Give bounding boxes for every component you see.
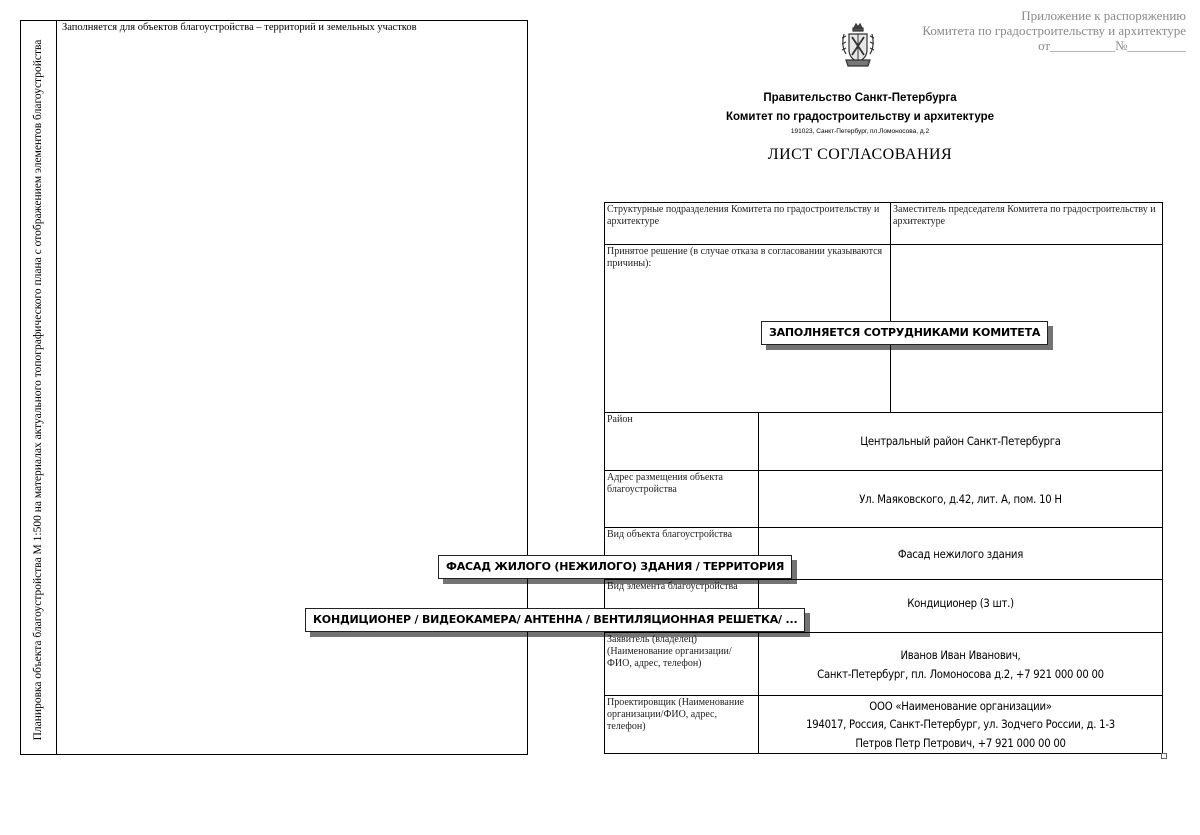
table-line — [604, 753, 1163, 754]
table-line — [604, 202, 605, 754]
designer-value-address: 194017, Россия, Санкт-Петербург, ул. Зодчего России, д. 1-3 — [806, 717, 1115, 731]
table-line — [604, 695, 1163, 696]
dept-header: Структурные подразделения Комитета по градостроительству и архитектуре — [607, 204, 880, 227]
appendix-note — [922, 8, 1186, 53]
designer-value-contact: Петров Петр Петрович, +7 921 000 00 00 — [855, 736, 1066, 750]
left-sheet-header: Заполняется для объектов благоустройства – территорий и земельных участков — [62, 22, 417, 33]
designer-label: Проектировщик (Наименование организации/ФИО, адрес, телефон) — [607, 697, 744, 732]
facade-callout: ФАСАД ЖИЛОГО (НЕЖИЛОГО) ЗДАНИЯ / ТЕРРИТОРИЯ — [438, 555, 792, 579]
district-label: Район — [607, 414, 633, 425]
object-type-label: Вид объекта благоустройства — [607, 529, 733, 540]
designer-value-org: ООО «Наименование организации» — [869, 699, 1052, 713]
table-line — [604, 202, 1163, 203]
table-line — [604, 632, 1163, 633]
deputy-header: Заместитель председателя Комитета по градостроительству и архитектуре — [893, 204, 1156, 227]
table-line — [604, 244, 1163, 245]
table-line — [604, 579, 1163, 580]
committee-callout: ЗАПОЛНЯЕТСЯ СОТРУДНИКАМИ КОМИТЕТА — [761, 321, 1048, 345]
table-line — [604, 527, 1163, 528]
element-type-value: Кондиционер (3 шт.) — [907, 596, 1014, 610]
sheet-title: ЛИСТ СОГЛАСОВАНИЯ — [767, 146, 953, 163]
address-label: Адрес размещения объекта благоустройства — [607, 472, 723, 495]
plan-vertical-caption: Планировка объекта благоустройства М 1:500 на материалах актуального топографического плана с отображением элементов благоустройства — [32, 39, 44, 741]
org-government: Правительство Санкт-Петербурга — [763, 92, 957, 104]
left-sheet-frame — [20, 20, 528, 755]
address-value: Ул. Маяковского, д.42, лит. А, пом. 10 Н — [859, 492, 1062, 506]
left-sheet-divider — [56, 20, 57, 755]
table-line — [604, 412, 1163, 413]
coat-of-arms-icon — [838, 22, 878, 68]
org-committee: Комитет по градостроительству и архитектуре — [725, 111, 995, 123]
applicant-value-name: Иванов Иван Иванович, — [900, 648, 1021, 662]
decision-label: Принятое решение (в случае отказа в согласовании указываются причины): — [607, 246, 883, 269]
district-value: Центральный район Санкт-Петербурга — [860, 434, 1061, 448]
applicant-value-contact: Санкт-Петербург, пл. Ломоносова д.2, +7 921 000 00 00 — [817, 667, 1104, 681]
appendix-line-1: Приложение к распоряжению — [1021, 8, 1186, 23]
appendix-line-3: от__________№_________ — [1038, 38, 1186, 53]
table-line — [1162, 202, 1163, 754]
table-line — [758, 412, 759, 753]
org-address: 191023, Санкт-Петербург, пл.Ломоносова, д.2 — [790, 128, 930, 135]
applicant-label: Заявитель (владелец) (Наименование организации/ФИО, адрес, телефон) — [607, 634, 732, 669]
table-line — [890, 202, 891, 412]
object-type-value: Фасад нежилого здания — [897, 547, 1024, 561]
appendix-line-2: Комитета по градостроительству и архитектуре — [922, 23, 1186, 38]
element-type-label: Вид элемента благоустройства — [607, 581, 738, 592]
element-callout: КОНДИЦИОНЕР / ВИДЕОКАМЕРА/ АНТЕННА / ВЕНТИЛЯЦИОННАЯ РЕШЕТКА/ ... — [305, 608, 805, 632]
table-resize-handle[interactable] — [1161, 753, 1167, 759]
table-line — [604, 470, 1163, 471]
